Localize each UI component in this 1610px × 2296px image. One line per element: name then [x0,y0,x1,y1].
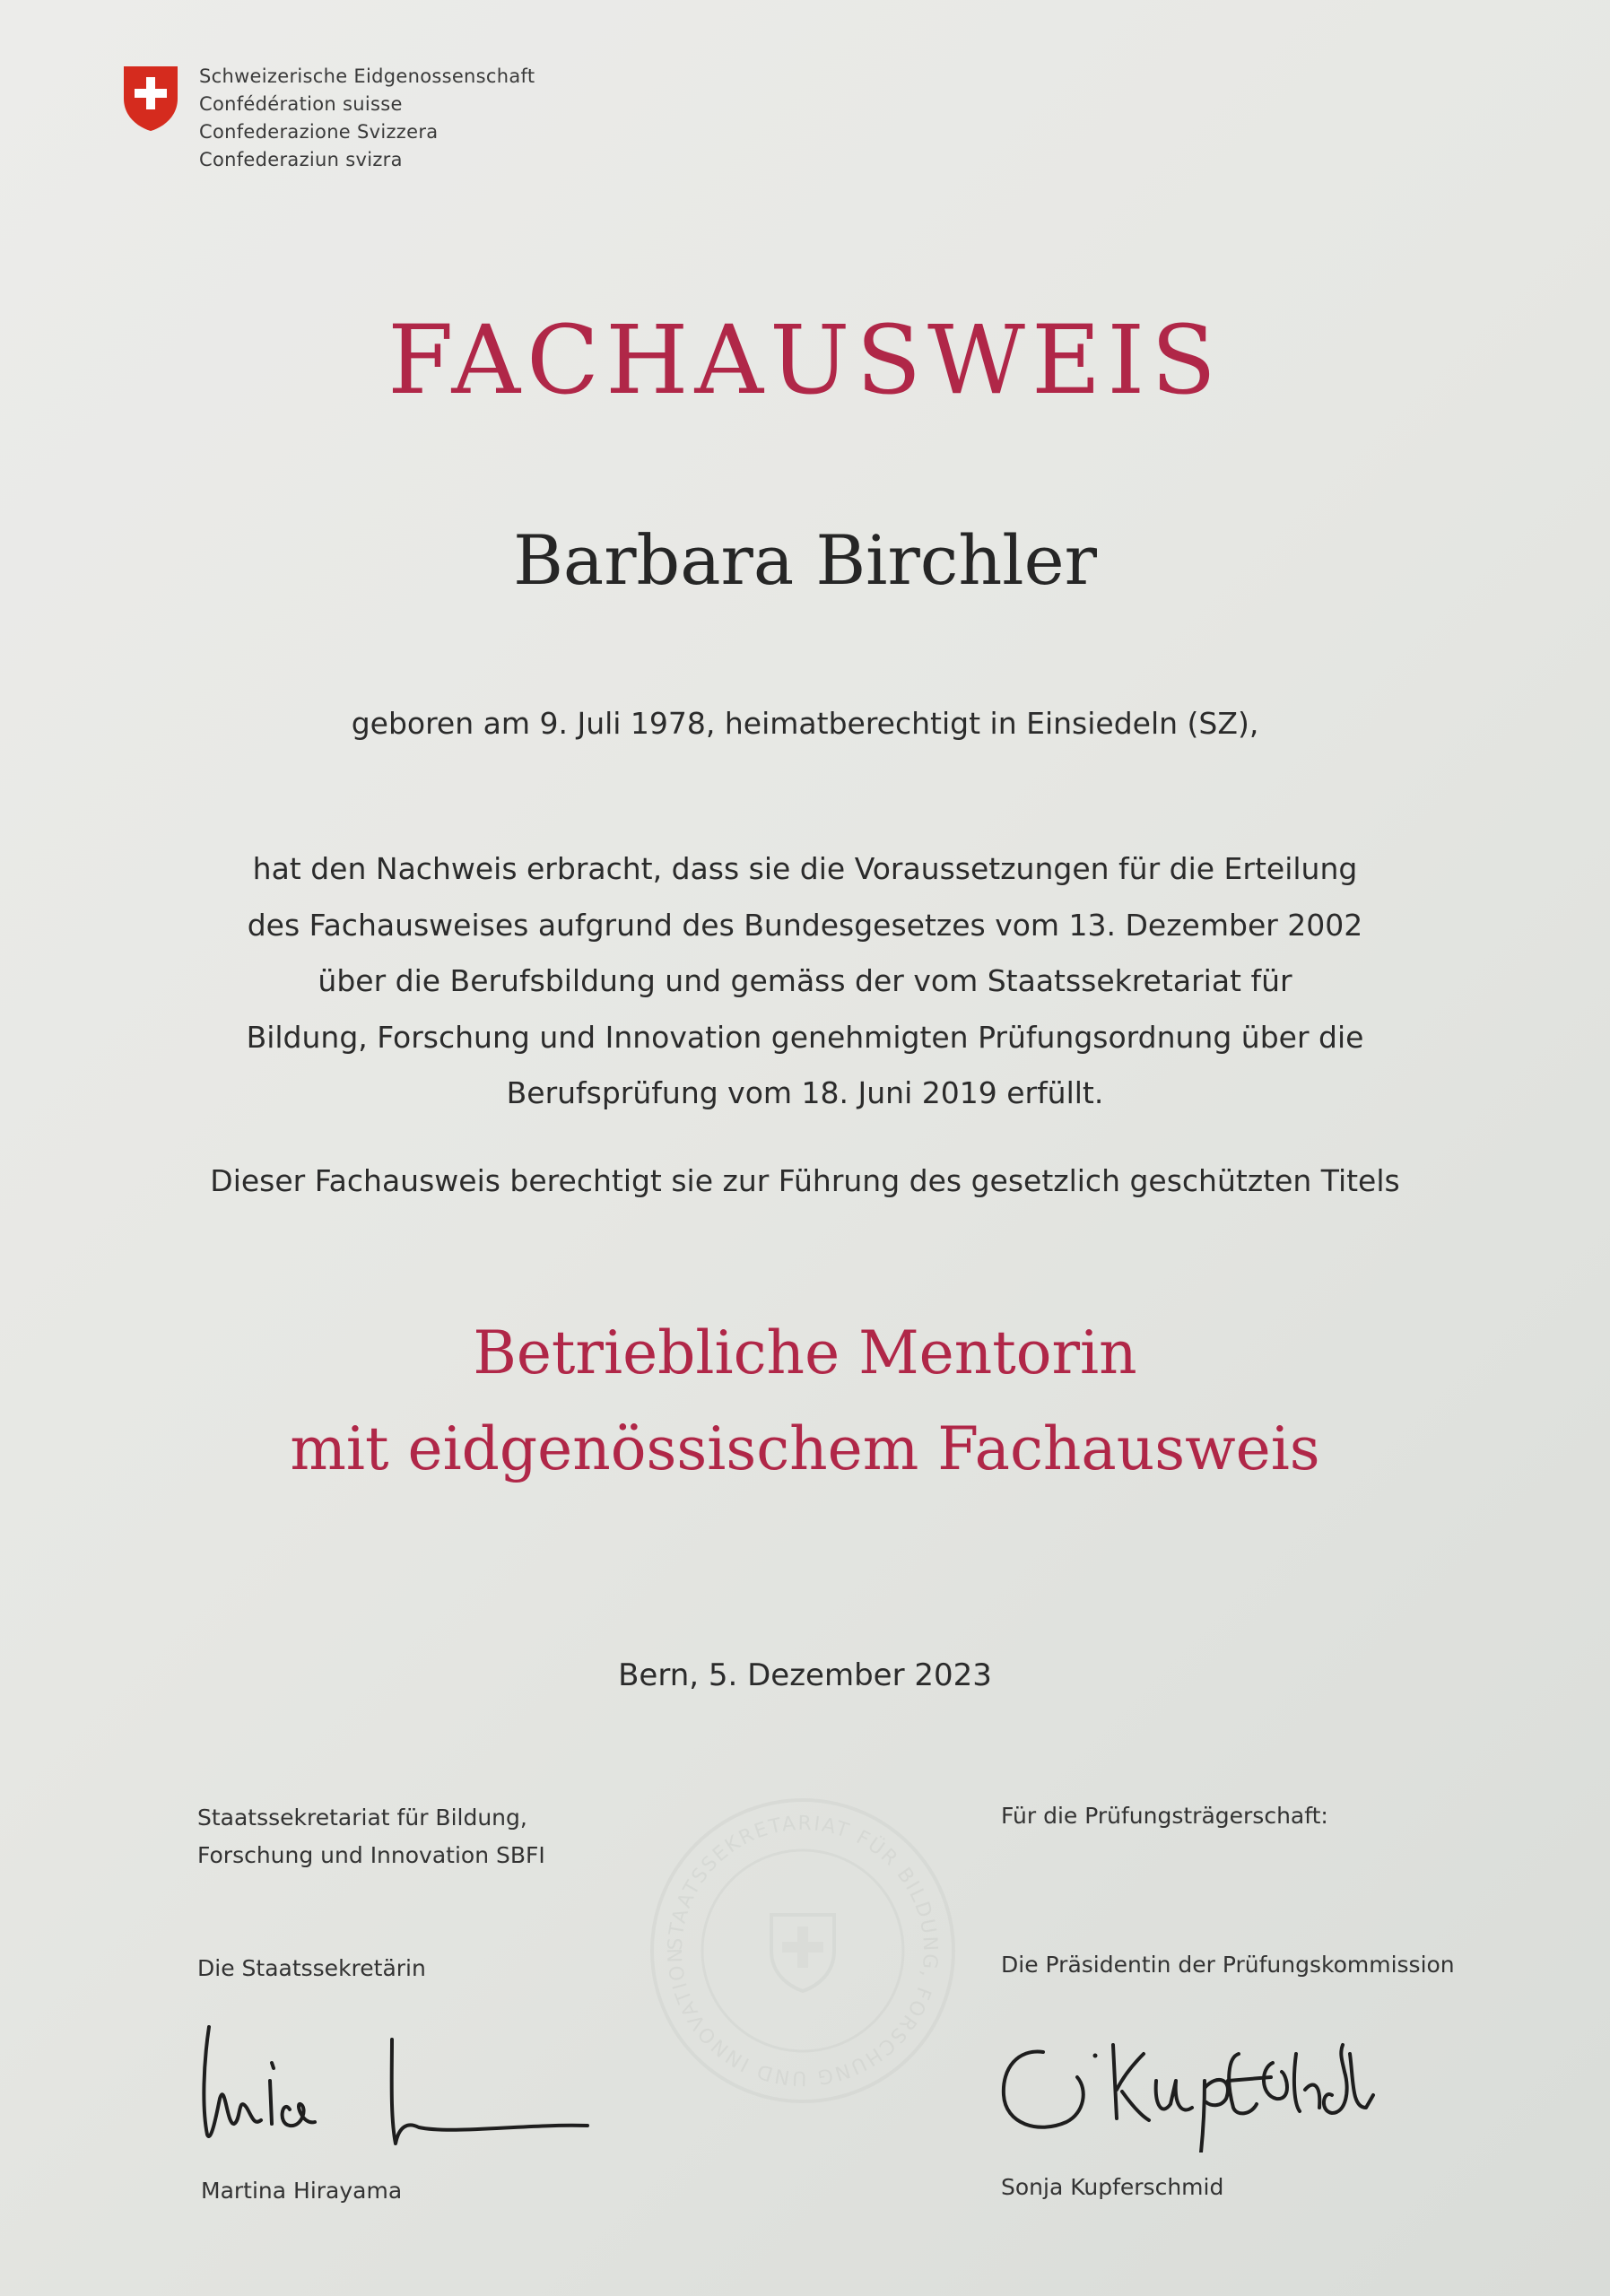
left-signatory-name: Martina Hirayama [201,2178,403,2204]
entitlement-line: Dieser Fachausweis berechtigt sie zur Führung des gesetzlich geschützten Titels [210,1163,1400,1198]
confederation-line-rm: Confederaziun svizra [199,149,403,170]
confederation-line-de: Schweizerische Eidgenossenschaft [199,65,535,87]
holder-name: Barbara Birchler [513,520,1097,600]
seal-text: STAATSSEKRETARIAT FÜR BILDUNG, FORSCHUNG UND INNOVATION [664,1812,942,2090]
left-org-line: Staatssekretariat für Bildung, [197,1805,527,1831]
body-line: Bildung, Forschung und Innovation genehmigten Prüfungsordnung über die [246,1019,1364,1055]
right-signatory-name: Sonja Kupferschmid [1001,2174,1224,2200]
embossed-seal [646,1794,960,2108]
degree-line-2: mit eidgenössischem Fachausweis [290,1414,1320,1483]
birth-line: geboren am 9. Juli 1978, heimatberechtigt in Einsiedeln (SZ), [351,706,1259,741]
degree-title [0,1305,1610,1497]
certification-text [161,841,1449,1122]
left-signatory-organisation [197,1799,545,1874]
left-signatory-role: Die Staatssekretärin [197,1955,426,1981]
body-line: über die Berufsbildung und gemäss der vom Staatssekretariat für [318,963,1292,998]
right-org-line: Für die Prüfungsträgerschaft: [1001,1803,1328,1829]
right-signatory-role: Die Präsidentin der Prüfungskommission [1001,1952,1455,1978]
confederation-line-fr: Confédération suisse [199,93,403,115]
body-line: des Fachausweises aufgrund des Bundesgesetzes vom 13. Dezember 2002 [247,907,1363,943]
confederation-names [199,63,535,174]
left-org-line: Forschung und Innovation SBFI [197,1842,545,1868]
right-signature [991,2018,1404,2152]
left-signature [184,2009,605,2161]
swiss-cross-shield-icon [122,65,179,133]
confederation-header [122,63,535,174]
right-signatory-organisation [1001,1797,1328,1835]
degree-line-1: Betriebliche Mentorin [473,1318,1137,1387]
body-line: Berufsprüfung vom 18. Juni 2019 erfüllt. [506,1075,1104,1110]
place-date: Bern, 5. Dezember 2023 [618,1657,992,1693]
confederation-line-it: Confederazione Svizzera [199,121,439,143]
body-line: hat den Nachweis erbracht, dass sie die Voraussetzungen für die Erteilung [252,851,1358,886]
document-title: FACHAUSWEIS [387,305,1223,415]
